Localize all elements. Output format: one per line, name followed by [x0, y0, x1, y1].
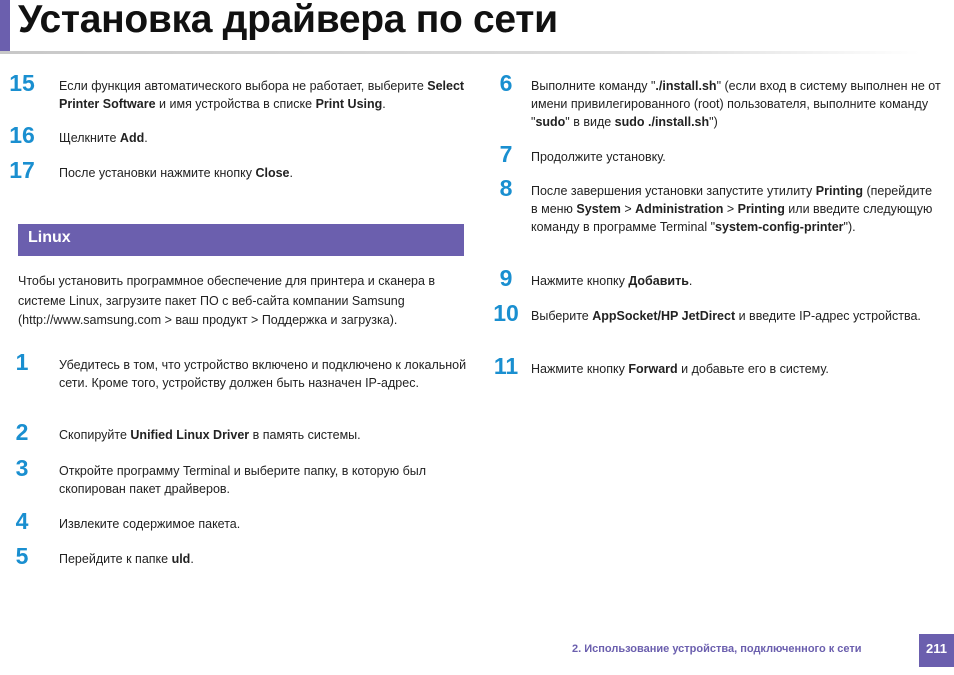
step-text: Выполните команду "./install.sh" (если вход в систему выполнен не от имени привилегированного (root) пользователя, выполните команду "sudo" в виде sudo ./install.sh"): [531, 79, 941, 129]
step-number: 1: [15, 349, 29, 375]
page-number: 211: [919, 634, 954, 667]
step-text: Если функция автоматического выбора не работает, выберите Select Printer Software и имя устройства в списке Print Using.: [59, 79, 465, 111]
step-number: 9: [499, 265, 513, 291]
step-number: 17: [9, 157, 35, 183]
step-number: 4: [15, 508, 29, 534]
step-text: Перейдите к папке uld.: [59, 552, 194, 566]
step-number: 15: [9, 70, 35, 96]
section-title: Linux: [28, 229, 71, 246]
section-intro: Чтобы установить программное обеспечение для принтера и сканера в системе Linux, загрузите пакет ПО с веб-сайта компании Samsung (http://www.samsung.com > ваш продукт > Поддержка и загрузка).: [18, 274, 436, 327]
title-accent-bar: [0, 0, 10, 52]
step-text: Нажмите кнопку Добавить.: [531, 274, 693, 288]
step-text: После завершения установки запустите утилиту Printing (перейдите в меню System > Administration > Printing или введите следующую команду в программе Terminal "system-config-printer").: [531, 184, 933, 234]
step-text: Выберите AppSocket/HP JetDirect и введите IP-адрес устройства.: [531, 309, 921, 323]
step-number: 8: [499, 175, 513, 201]
step-number: 11: [493, 353, 519, 379]
section-header-linux: [18, 224, 464, 256]
step-number: 2: [15, 419, 29, 445]
footer-chapter-link[interactable]: 2. Использование устройства, подключенного к сети: [572, 643, 862, 655]
step-text: Нажмите кнопку Forward и добавьте его в систему.: [531, 362, 829, 376]
step-number: 7: [499, 141, 513, 167]
step-text: Убедитесь в том, что устройство включено и подключено к локальной сети. Кроме того, устройству должен быть назначен IP-адрес.: [59, 358, 467, 390]
step-number: 5: [15, 543, 29, 569]
step-text: Откройте программу Terminal и выберите папку, в которую был скопирован пакет драйверов.: [59, 464, 427, 496]
step-text: Щелкните Add.: [59, 131, 148, 145]
step-text: Продолжите установку.: [531, 150, 666, 164]
step-text: Скопируйте Unified Linux Driver в память системы.: [59, 428, 361, 442]
step-number: 3: [15, 455, 29, 481]
step-text: После установки нажмите кнопку Close.: [59, 166, 293, 180]
step-number: 10: [493, 300, 519, 326]
step-number: 6: [499, 70, 513, 96]
step-number: 16: [9, 122, 35, 148]
step-text: Извлеките содержимое пакета.: [59, 517, 241, 531]
title-underline: [0, 51, 920, 54]
page-title: Установка драйвера по сети: [18, 0, 558, 41]
